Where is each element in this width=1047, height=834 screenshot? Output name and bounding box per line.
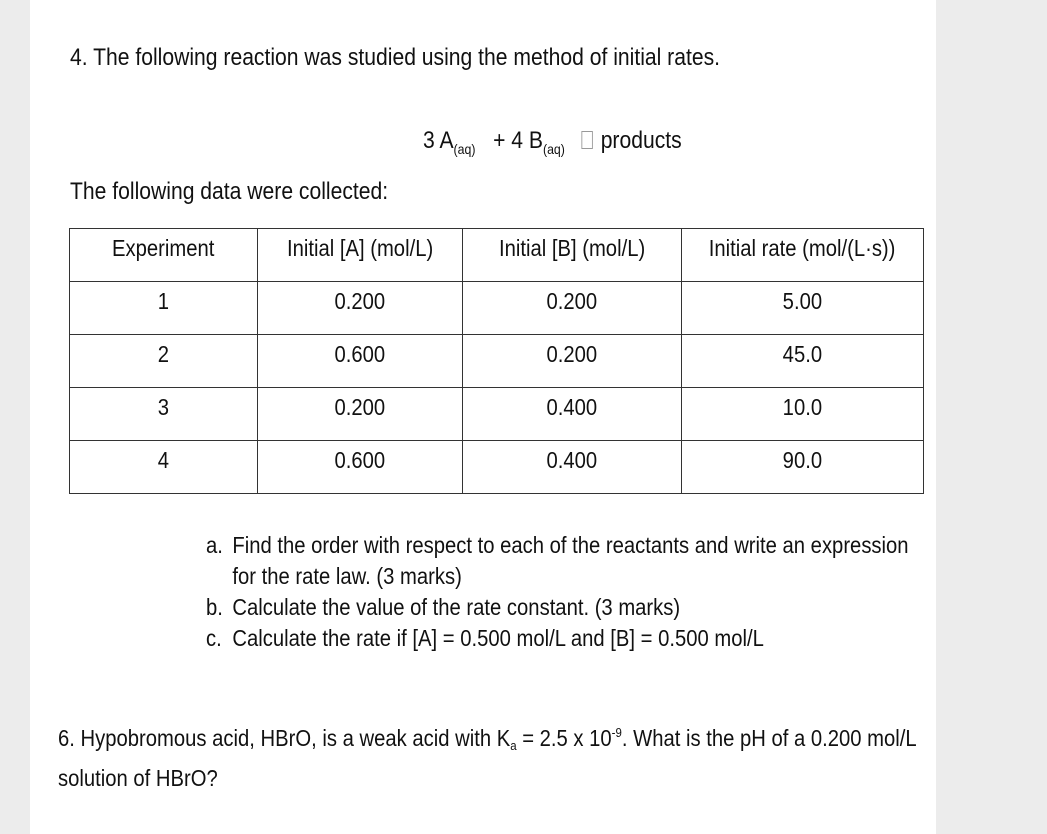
rate-data-table [69,228,924,494]
table-header-row [70,229,924,282]
reactant-b-state: (aq) [542,141,565,157]
missing-arrow-glyph-icon [581,131,592,149]
part-text: Find the order with respect to each of the reactants and write an expression [232,532,909,558]
header-cell: Initial [B] (mol/L) [463,229,682,282]
part-text: Calculate the rate if [A] = 0.500 mol/L and [B] = 0.500 mol/L [232,625,764,651]
products-label: products [600,127,682,154]
data-intro: The following data were collected: [70,178,389,205]
table-cell: 5.00 [682,282,924,335]
ka-subscript: a [510,738,517,753]
part-b [206,592,909,623]
reactant-a: 3 A [423,127,454,154]
table-row [70,335,924,388]
table-row [70,388,924,441]
table-cell: 2 [70,335,258,388]
table-cell: 1 [70,282,258,335]
table-cell: 0.600 [258,441,463,494]
header-cell: Initial [A] (mol/L) [258,229,463,282]
header-cell: Initial rate (mol/(L·s)) [682,229,924,282]
table-cell: 3 [70,388,258,441]
exponent: -9 [611,725,622,740]
question-4-title: 4. The following reaction was studied using the method of initial rates. [70,44,721,71]
part-a [206,530,909,561]
reactant-a-state: (aq) [453,141,476,157]
table-cell: 0.200 [463,335,682,388]
question-6-line-1: 6. Hypobromous acid, HBrO, is a weak acid with $K_a = 2.5$ x $10^{-9}$. What is the pH of a 0.200 mol/L [58,725,917,753]
table-row [70,282,924,335]
table-cell: 90.0 [682,441,924,494]
table-cell: 0.600 [258,335,463,388]
part-text: for the rate law. (3 marks) [232,563,462,589]
part-letter: a. [206,532,223,558]
reactant-b: + 4 B [493,127,543,154]
reaction-equation [423,127,682,157]
part-a-continued [206,561,909,592]
part-text: Calculate the value of the rate constant. (3 marks) [232,594,681,620]
question-4-parts [206,530,909,654]
question-6-line-2: solution of HBrO? [58,765,218,791]
header-cell: Experiment [70,229,258,282]
table-row [70,441,924,494]
part-letter: c. [206,625,222,651]
table-cell: 0.400 [463,388,682,441]
table-cell: 45.0 [682,335,924,388]
table-cell: 0.200 [463,282,682,335]
table-cell: 10.0 [682,388,924,441]
question-6 [58,717,917,794]
table-cell: 0.200 [258,282,463,335]
part-c [206,623,909,654]
document-page [30,0,936,834]
table-cell: 0.200 [258,388,463,441]
table-cell: 0.400 [463,441,682,494]
table-cell: 4 [70,441,258,494]
part-letter: b. [206,594,223,620]
